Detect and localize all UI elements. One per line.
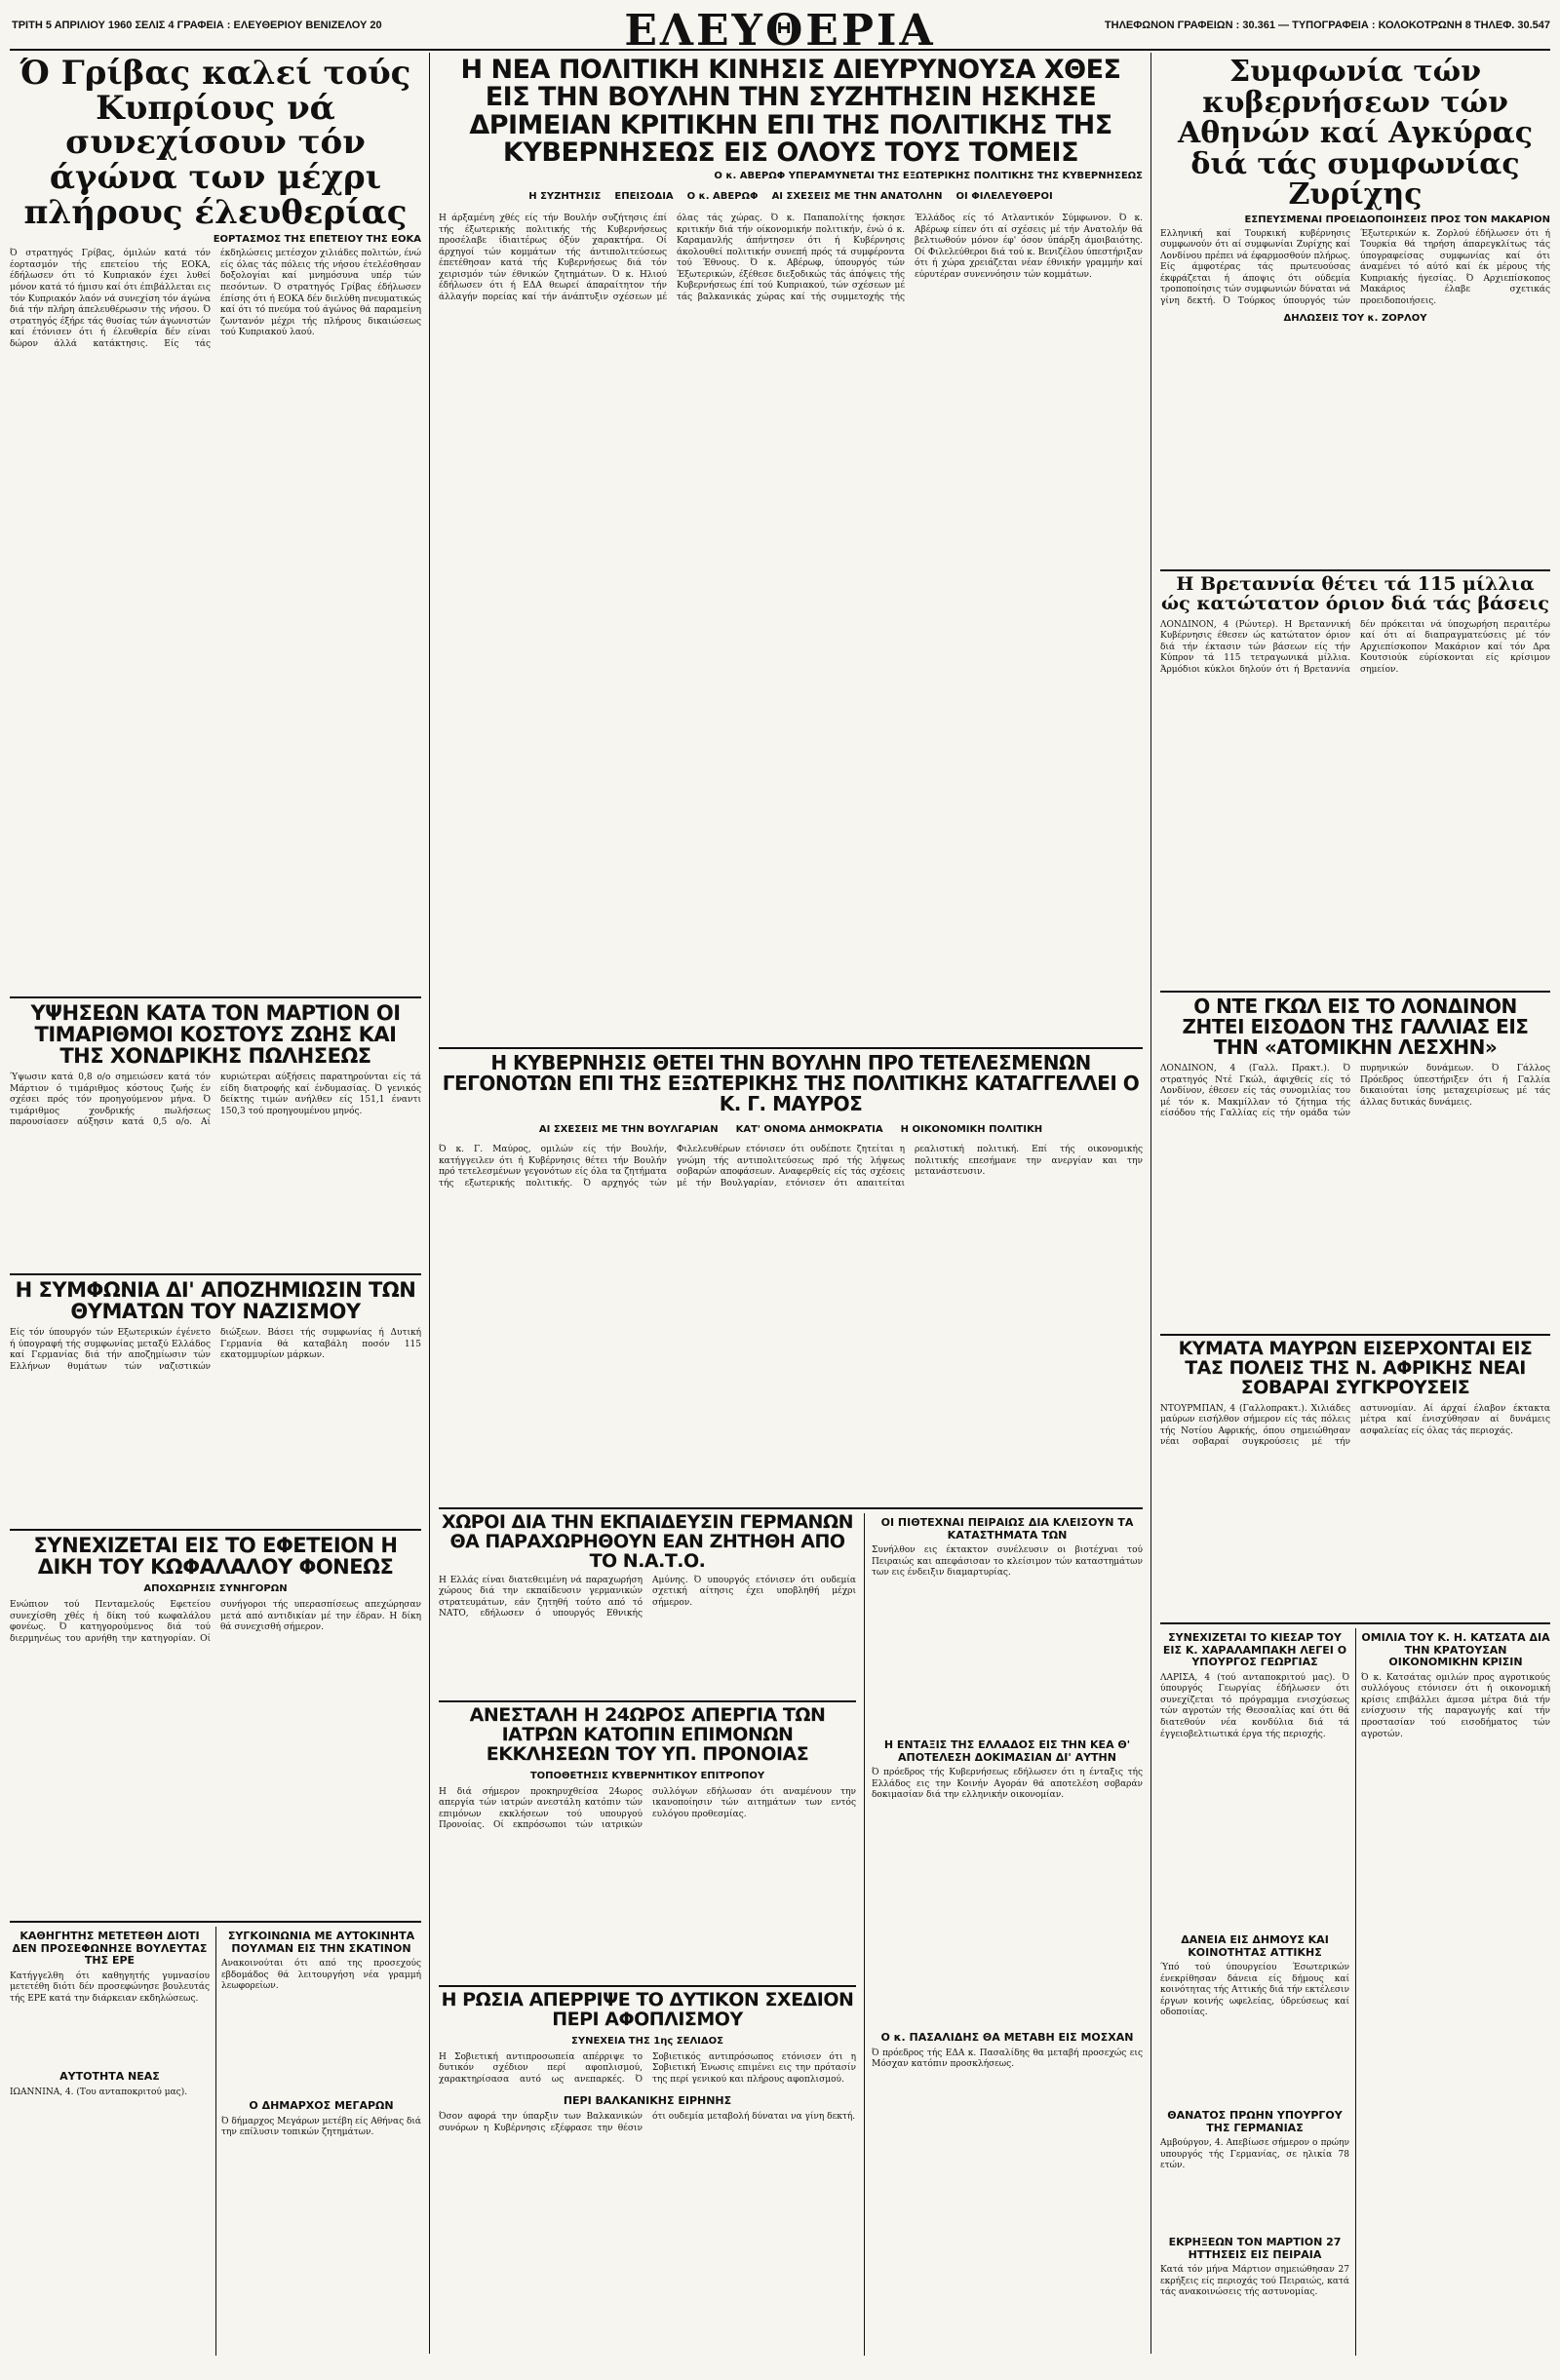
headline-africa: ΚΥΜΑΤΑ ΜΑΥΡΩΝ ΕΙΣΕΡΧΟΝΤΑΙ ΕΙΣ ΤΑΣ ΠΟΛΕΙΣ ΤΗΣ Ν. ΑΦΡΙΚΗΣ ΝΕΑΙ ΣΟΒΑΡΑΙ ΣΥΓΚΡΟΥΣΕΙΣ	[1178, 1340, 1533, 1398]
divider	[439, 1700, 856, 1702]
article-mavros	[439, 1053, 1143, 1502]
divider	[1160, 1622, 1550, 1624]
headline-autoteta: ΑΥΤΟΤΗΤΑ ΝΕΑΣ	[59, 2070, 160, 2083]
body-thanatos: Αμβούργον, 4. Απεβίωσε σήμερον ο πρώην υπουργός τής Γερμανίας, σε ηλικία 78 ετών.	[1160, 2138, 1349, 2171]
body-degaulle: ΛΟΝΔΙΝΟΝ, 4 (Γαλλ. Πρακτ.). Ό στρατηγός Ντέ Γκώλ, άφιχθείς είς τό Λονδίνον, έθεσεν είς τάς συνομιλίας του μέ τόν κ. Μακμίλλαν τό ζήτημα τής είσόδου τής Γαλλίας είς τήν ομάδα τών πυρηνικών δυνάμεων. Ό Γάλλος Πρόεδρος ύπεστήριξεν ότι ή Γαλλία δικαιούται ίσης μεταχειρίσεως μέ τάς άλλας δυτικάς δυνάμεις.	[1160, 1064, 1550, 1119]
body-africa: ΝΤΟΥΡΜΠΑΝ, 4 (Γαλλοπρακτ.). Χιλιάδες μαύρων εισήλθον σήμερον είς τάς πόλεις τής Νοτίου Αφρικής, όπου σημειώθησαν νέαι σοβαραί συγκρούσεις μέ τήν αστυνομίαν. Αί άρχαί έλαβον έκτακτα μέτρα καί ένισχύθησαν αί δυνάμεις ασφαλείας είς όλας τάς περιοχάς.	[1160, 1403, 1550, 1448]
headline-efeteion: ΣΥΝΕΧΙΖΕΤΑΙ ΕΙΣ ΤΟ ΕΦΕΤΕΙΟΝ Η ΔΙΚΗ ΤΟΥ ΚΩΦΑΛΑΛΟΥ ΦΟΝΕΩΣ	[33, 1535, 398, 1580]
divider	[1160, 1334, 1550, 1336]
section-label: Η ΣΥΖΗΤΗΣΙΣ	[528, 191, 602, 203]
article-daneia	[1160, 1931, 1349, 2096]
divider	[10, 1921, 421, 1923]
headline-thanatos: ΘΑΝΑΤΟΣ ΠΡΩΗΝ ΥΠΟΥΡΓΟΥ ΤΗΣ ΓΕΡΜΑΝΙΑΣ	[1167, 2109, 1343, 2134]
article-nazi	[10, 1279, 421, 1523]
subhead-politiki: Ο κ. ΑΒΕΡΩΦ ΥΠΕΡΑΜΥΝΕΤΑΙ ΤΗΣ ΕΞΩΤΕΡΙΚΗΣ ΠΟΛΙΤΙΚΗΣ ΤΗΣ ΚΥΒΕΡΝΗΣΕΩΣ	[714, 171, 1143, 182]
article-bases	[1160, 575, 1550, 985]
column-rule	[1355, 1628, 1356, 2356]
section-rosia: ΣΥΝΕΧΕΙΑ ΤΗΣ 1ης ΣΕΛΙΔΟΣ	[571, 2035, 723, 2047]
article-entaxis	[872, 1736, 1143, 2018]
article-zurich	[1160, 57, 1550, 564]
divider	[10, 1529, 421, 1531]
body-dimarhos: Ό δήμαρχος Μεγάρων μετέβη είς Αθήνας διά την επίλυσιν τοπικών ζητημάτων.	[221, 2116, 421, 2138]
headline-ekrixi: ΕΚΡΗΞΕΩΝ ΤΟΝ ΜΑΡΤΙΟΝ 27 ΗΤΤΗΣΕΙΣ ΕΙΣ ΠΕΙΡΑΙΑ	[1168, 2236, 1342, 2261]
section-label: ΕΠΕΙΣΟΔΙΑ	[614, 191, 674, 203]
headline-synkoinonia: ΣΥΓΚΟΙΝΩΝΙΑ ΜΕ ΑΥΤΟΚΙΝΗΤΑ ΠΟΥΛΜΑΝ ΕΙΣ ΤΗΝ ΣΚΑΤΙΝΟΝ	[227, 1930, 415, 1955]
body-bases: ΛΟΝΔΙΝΟΝ, 4 (Ρώυτερ). Η Βρεταννική Κυβέρνησις έθεσεν ώς κατώτατον όριον διά τήν έκτασιν τών βάσεων είς τήν Κύπρον τά 115 τετραγωνικά μίλλια. Άρμόδιοι κύκλοι δηλούν ότι ή Βρεταννία δέν πρόκειται νά ύποχωρήση περαιτέρω καί ότι αί διαπραγματεύσεις μέ τόν Αρχιεπίσκοπον Μακάριον καί τόν Δρα Κουτσιούκ εύρίσκονται είς κρίσιμον σημείον.	[1160, 619, 1550, 675]
article-efeteion	[10, 1535, 421, 1915]
article-kathigitis	[10, 1927, 210, 2053]
article-kieser	[1160, 1628, 1349, 1921]
body-peiraias: Συνήλθον εις έκτακτον συνέλευσιν οι βιοτέχναι τού Πειραιώς και απεφάσισαν το κλείσιμον τών καταστημάτων των εις ένδειξιν διαμαρτυρίας.	[872, 1545, 1143, 1579]
body-synkoinonia: Ανακοινούται ότι από της προσεχούς εβδομάδος θά λειτουργήση νέα γραμμή λεωφορείων.	[221, 1959, 421, 1992]
article-ypsosis	[10, 1002, 421, 1268]
body-ekrixi: Κατά τόν μήνα Μάρτιον σημειώθησαν 27 εκρήξεις είς περιοχάς τού Πειραιώς, κατά τάς ανακοινώσεις τής αστυνομίας.	[1160, 2265, 1349, 2298]
section-label: Η ΟΙΚΟΝΟΜΙΚΗ ΠΟΛΙΤΙΚΗ	[900, 1124, 1043, 1135]
column-rule	[215, 1927, 216, 2356]
headline-katsata: ΟΜΙΛΙΑ ΤΟΥ Κ. Η. ΚΑΤΣΑΤΑ ΔΙΑ ΤΗΝ ΚΡΑΤΟΥΣΑΝ ΟΙΚΟΝΟΜΙΚΗΝ ΚΡΙΣΙΝ	[1361, 1631, 1550, 1669]
headline-kathigitis: ΚΑΘΗΓΗΤΗΣ ΜΕΤΕΤΕΘΗ ΔΙΟΤΙ ΔΕΝ ΠΡΟΣΕΦΩΝΗΣΕ ΒΟΥΛΕΥΤΑΣ ΤΗΣ ΕΡΕ	[12, 1930, 208, 1968]
divider	[1160, 991, 1550, 993]
column-rule	[864, 1513, 865, 2356]
body-efeteion: Ενώπιον τού Πενταμελούς Εφετείου συνεχίσθη χθές ή δίκη τού κωφαλάλου φονέως. Ό κατηγορούμενος διά τού διερμηνέως του αρνήθη την κατηγορίαν. Οί συνήγοροι τής υπερασπίσεως απεχώρησαν μετά από αντιδικίαν μέ την έδραν. Η δίκη θά συνεχισθή σήμερον.	[10, 1600, 421, 1644]
body-kathigitis: Κατήγγελθη ότι καθηγητής γυμνασίου μετετέθη διότι δέν προσεφώνησε βουλευτάς τής ΕΡΕ κατά την διάρκειαν εκδηλώσεως.	[10, 1970, 210, 2004]
section-list	[439, 185, 1143, 208]
headline-nazi: Η ΣΥΜΦΩΝΙΑ ΔΙ' ΑΠΟΖΗΜΙΩΣΙΝ ΤΩΝ ΘΥΜΑΤΩΝ ΤΟΥ ΝΑΖΙΣΜΟΥ	[15, 1279, 416, 1324]
body-apergia: Η διά σήμερον προκηρυχθείσα 24ωρος απεργία τών ιατρών ανεστάλη κατόπιν τών επιμόνων εκκλήσεων τού υπουργού Προνοίας. Οί εκπρόσωποι τών ιατρικών συλλόγων εδήλωσαν ότι αναμένουν την ικανοποίησιν τών αιτημάτων των εντός ευλόγου προθεσμίας.	[439, 1786, 856, 1831]
article-autoteta	[10, 2067, 210, 2356]
section-label: ΟΙ ΦΙΛΕΛΕΥΘΕΡΟΙ	[956, 191, 1053, 203]
headline-pasalidis: Ο κ. ΠΑΣΑΛΙΔΗΣ ΘΑ ΜΕΤΑΒΗ ΕΙΣ ΜΟΣΧΑΝ	[880, 2031, 1134, 2044]
headline-dimarhos: Ο ΔΗΜΑΡΧΟΣ ΜΕΓΑΡΩΝ	[249, 2099, 394, 2112]
divider	[10, 1273, 421, 1275]
body-zurich: Ελληνική καί Τουρκική κυβέρνησις συμφωνούν ότι αί συμφωνίαι Ζυρίχης καί Λονδίνου πρέπει νά έφαρμοσθούν πλήρως. Είς άμφοτέρας τάς πρωτευούσας έκφράζεται ή άποψις ότι ούδεμία τροποποίησις τών συμφωνιών δύναται νά γίνη δεκτή. Ό Τούρκος ύπουργός τών Έξωτερικών κ. Ζορλού έδήλωσεν ότι ή Τουρκία θά τηρήση άπαρεγκλίτως τάς ύπογραφείσας συμφωνίας καί ότι άναμένει τό αύτό καί έκ μέρους τής Κυπριακής ήγεσίας. Ό Αρχιεπίσκοπος Μακάριος έλαβε σχετικάς προειδοποιήσεις.	[1160, 228, 1550, 306]
headline-bases: Η Βρεταννία θέτει τά 115 μίλλια ώς κατώτατον όριον διά τάς βάσεις	[1161, 575, 1549, 614]
headline-mavros: Η ΚΥΒΕΡΝΗΣΙΣ ΘΕΤΕΙ ΤΗΝ ΒΟΥΛΗΝ ΠΡΟ ΤΕΤΕΛΕΣΜΕΝΩΝ ΓΕΓΟΝΟΤΩΝ ΕΠΙ ΤΗΣ ΕΞΩΤΕΡΙΚΗΣ ΤΗΣ ΠΟΛΙΤΙΚΗΣ ΚΑΤΑΓΓΕΛΛΕΙ Ο Κ. Γ. ΜΑΥΡΟΣ	[442, 1053, 1140, 1115]
body-daneia: Ύπό τού ύπουργείου Έσωτερικών ένεκρίθησαν δάνεια είς δήμους καί κοινότητας τής Αττικής διά τήν εκτέλεσιν έργων κοινής ωφελείας, ύδρεύσεως καί οδοποιίας.	[1160, 1963, 1349, 2018]
divider	[439, 1507, 1143, 1509]
body-ypsosis: Ύψωσιν κατά 0,8 ο/ο σημειώσεν κατά τόν Μάρτιον ό τιμάριθμος κόστους ζωής έν σχέσει πρός τόν προηγούμενον μήνα. Ό τιμάριθμος χονδρικής πωλήσεως παρουσίασεν αύξησιν κατά 0,5 ο/ο. Αί κυριώτεραι αύξήσεις παρατηρούνται είς τά είδη διατροφής καί ένδυμασίας. Ό γενικός δείκτης τιμών ανήλθεν είς 151,1 έναντι 150,3 τού προηγουμένου μηνός.	[10, 1073, 421, 1128]
body-mavros: Ό κ. Γ. Μαύρος, ομιλών είς τήν Βουλήν, κατήγγειλεν ότι ή Κυβέρνησις θέτει τήν Βουλήν πρό τετελεσμένων γεγονότων είς όλα τα ζητήματα τής εξωτερικής πολιτικής. Ό αρχηγός τών Φιλελευθέρων ετόνισεν ότι ουδέποτε ζητείται η γνώμη τής αντιπολιτεύσεως πρό τής λήψεως σοβαρών αποφάσεων. Αναφερθείς είς τάς σχέσεις μέ τήν Βουλγαρίαν, ετόνισεν ότι απαιτείται ρεαλιστική πολιτική. Επί τής οικονομικής πολιτικής επεσήμανε την ανεργίαν και την μετανάστευσιν.	[439, 1145, 1143, 1189]
dateline: ΤΡΙΤΗ 5 ΑΠΡΙΛΙΟΥ 1960 ΣΕΛΙΣ 4 ΓΡΑΦΕΙΑ : ΕΛΕΥΘΕΡΙΟΥ ΒΕΝΙΖΕΛΟΥ 20	[12, 20, 382, 31]
section-efeteion: ΑΠΟΧΩΡΗΣΙΣ ΣΥΝΗΓΟΡΩΝ	[143, 1583, 288, 1595]
article-rosia	[439, 1991, 856, 2356]
article-apergia	[439, 1706, 856, 1979]
body-autoteta: ΙΩΑΝΝΙΝΑ, 4. (Του ανταποκριτού μας).	[10, 2087, 188, 2097]
section-label: ΚΑΤ' ΟΝΟΜΑ ΔΗΜΟΚΡΑΤΙΑ	[735, 1124, 883, 1135]
subhead-grivas: ΕΟΡΤΑΣΜΟΣ ΤΗΣ ΕΠΕΤΕΙΟΥ ΤΗΣ ΕΟΚΑ	[213, 234, 421, 246]
section-label: ΑΙ ΣΧΕΣΕΙΣ ΜΕ ΤΗΝ ΑΝΑΤΟΛΗΝ	[771, 191, 943, 203]
column-rule	[1150, 53, 1151, 2354]
headline-rosia: Η ΡΩΣΙΑ ΑΠΕΡΡΙΨΕ ΤΟ ΔΥΤΙΚΟΝ ΣΧΕΔΙΟΝ ΠΕΡΙ ΑΦΟΠΛΙΣΜΟΥ	[441, 1991, 854, 2030]
section-list	[439, 1118, 1143, 1141]
body-nazi: Είς τόν ύπουργόν τών Εξωτερικών έγένετο ή ύπογραφή τής συμφωνίας μεταξύ Ελλάδος καί Γερμανίας διά τήν αποζημίωσιν τών Ελλήνων θυμάτων τών ναζιστικών διώξεων. Βάσει τής συμφωνίας ή Δυτική Γερμανία θά καταβάλη ποσόν 115 εκατομμυρίων μάρκων.	[10, 1328, 421, 1372]
headline-zurich: Συμφωνία τών κυβερνήσεων τών Αθηνών καί Αγκύρας διά τάς συμφωνίας Ζυρίχης	[1178, 57, 1533, 212]
headline-grivas: Ό Γρίβας καλεί τούς Κυπρίους νά συνεχίσουν τόν άγώνα των μέχρι πλήρους έλευθερίας	[20, 57, 411, 232]
headline-daneia: ΔΑΝΕΙΑ ΕΙΣ ΔΗΜΟΥΣ ΚΑΙ ΚΟΙΝΟΤΗΤΑΣ ΑΤΤΙΚΗΣ	[1181, 1933, 1329, 1959]
article-pasalidis	[872, 2028, 1143, 2356]
article-germanoi	[439, 1513, 856, 1695]
body-katsata: Ό κ. Κατσάτας ομιλών προς αγροτικούς συλλόγους ετόνισεν ότι ή οικονομική κρίσις επιβάλλει άμεσα μέτρα διά τήν ενίσχυσιν τής παραγωγής καί τήν προστασίαν τού εισοδήματος τών αγροτών.	[1361, 1672, 1550, 1739]
divider	[439, 1047, 1143, 1049]
headline-apergia: ΑΝΕΣΤΑΛΗ Η 24ΩΡΟΣ ΑΠΕΡΓΙΑ ΤΩΝ ΙΑΤΡΩΝ ΚΑΤΟΠΙΝ ΕΠΙΜΟΝΩΝ ΕΚΚΛΗΣΕΩΝ ΤΟΥ ΥΠ. ΠΡΟΝΟΙΑΣ	[469, 1706, 826, 1765]
article-synkoinonia	[221, 1927, 421, 2083]
article-peiraias	[872, 1513, 1143, 1728]
article-grivas	[10, 57, 421, 991]
section-zurich: ΔΗΛΩΣΕΙΣ ΤΟΥ κ. ΖΟΡΛΟΥ	[1283, 313, 1427, 325]
body-eirini: Όσον αφορά την ύπαρξιν των Βαλκανικών συνόρων η Κυβέρνησις εξέφρασε την θέσιν ότι ουδεμία μεταβολή δύναται να γίνη δεκτή.	[439, 2112, 856, 2133]
article-degaulle	[1160, 996, 1550, 1328]
article-katsata	[1361, 1628, 1550, 2356]
newspaper-page	[10, 6, 1550, 2360]
column-rule	[429, 53, 430, 2354]
article-dimarhos	[221, 2096, 421, 2356]
body-kieser: ΛΑΡΙΣΑ, 4 (τού ανταποκριτού μας). Ό ύπουργός Γεωργίας έδήλωσεν ότι συνεχίζεται τό πρόγραμμα ενισχύσεως τών αγροτών τής Θεσσαλίας καί ότι θά διατεθούν νέα κονδύλια διά τά έγγειοβελτιωτικά έργα τής περιοχής.	[1160, 1672, 1349, 1739]
article-africa	[1160, 1340, 1550, 1617]
body-politiki: Η άρξαμένη χθές είς τήν Βουλήν συζήτησις έπί τής έξωτερικής πολιτικής τής Κυβερνήσεως προσέλαβε ίδιαιτέρως όξύν χαρακτήρα. Οί άρχηγοί τών κομμάτων τής άντιπολιτεύσεως έπετέθησαν κατά τής Κυβερνήσεως διά τόν χειρισμόν τών έθνικών ζητημάτων. Ό κ. Ηλιού έδήλωσεν ότι ή ΕΔΑ θεωρεί άπαραίτητον τήν άλλαγήν πορείας καί τήν άνάπτυξιν σχέσεων μέ όλας τάς χώρας. Ό κ. Παπαπολίτης ήσκησε κριτικήν διά τήν οίκονομικήν πολιτικήν, ένώ ό κ. Καραμανλής άπήντησεν ότι ή Κυβέρνησις άκολουθεί πολιτικήν συνεπή πρός τά συμφέροντα τού Έθνους. Ό κ. Αβέρωφ, ύπουργός τών Έξωτερικών, έξέθεσε διεξοδικώς τάς άπόψεις τής Κυβερνήσεως έπί τού Κυπριακού, τών σχέσεων μέ τάς βαλκανικάς χώρας καί τής συμμετοχής τής Έλλάδος είς τό Ατλαντικόν Σύμφωνον. Ό κ. Αβέρωφ είπεν ότι αί σχέσεις μέ τήν Ανατολήν θά βελτιωθούν μόνον έφ' όσον ύπάρξη άμοιβαιότης. Οί Φιλελεύθεροι διά τού κ. Βενιζέλου ύπεστήριξαν ότι ή χώρα χρειάζεται νέαν έθνικήν γραμμήν καί εύρυτέραν συνεννόησιν τών κομμάτων.	[439, 214, 1143, 302]
headline-germanoi: ΧΩΡΟΙ ΔΙΑ ΤΗΝ ΕΚΠΑΙΔΕΥΣΙΝ ΓΕΡΜΑΝΩΝ ΘΑ ΠΑΡΑΧΩΡΗΘΟΥΝ ΕΑΝ ΖΗΤΗΘΗ ΑΠΟ ΤΟ Ν.Α.Τ.Ο.	[442, 1513, 853, 1572]
divider	[439, 1985, 856, 1987]
article-ekrixi	[1160, 2233, 1349, 2356]
article-thanatos	[1160, 2106, 1349, 2223]
phone-line: ΤΗΛΕΦΩΝΟΝ ΓΡΑΦΕΙΩΝ : 30.361 — ΤΥΠΟΓΡΑΦΕΙΑ : ΚΟΛΟΚΟΤΡΩΝΗ 8 ΤΗΛΕΦ. 30.547	[1104, 20, 1550, 31]
body-germanoi: Η Ελλάς είναι διατεθειμένη νά παραχωρήση χώρους διά την εκπαίδευσιν γερμανικών στρατευμάτων, εάν ζητηθή τούτο από τό ΝΑΤΟ, εδήλωσεν ό υπουργός Εθνικής Αμύνης. Ό υπουργός ετόνισεν ότι ουδεμία σχετική αίτησις έχει υποβληθή μέχρι σήμερον.	[439, 1575, 856, 1619]
divider	[1160, 569, 1550, 571]
divider	[10, 996, 421, 998]
headline-ypsosis: ΥΨΗΣΕΩΝ ΚΑΤΑ ΤΟΝ ΜΑΡΤΙΟΝ ΟΙ ΤΙΜΑΡΙΘΜΟΙ ΚΟΣΤΟΥΣ ΖΩΗΣ ΚΑΙ ΤΗΣ ΧΟΝΔΡΙΚΗΣ ΠΩΛΗΣΕΩΣ	[30, 1002, 401, 1069]
headline-kieser: ΣΥΝΕΧΙΖΕΤΑΙ ΤΟ ΚΙΕΣΑΡ ΤΟΥ ΕΙΣ Κ. ΧΑΡΑΛΑΜΠΑΚΗ ΛΕΓΕΙ Ο ΥΠΟΥΡΓΟΣ ΓΕΩΡΓΙΑΣ	[1162, 1631, 1347, 1669]
headline-eirini: ΠΕΡΙ ΒΑΛΚΑΝΙΚΗΣ ΕΙΡΗΝΗΣ	[563, 2094, 732, 2108]
masthead: ΕΛΕΥΘΕΡΙΑ	[624, 6, 936, 56]
body-grivas: Ό στρατηγός Γρίβας, όμιλών κατά τόν έορτασμόν τής επετείου τής ΕΟΚΑ, έδήλωσεν ότι τό Κυπριακόν έχει λυθεί μόνον κατά τό ήμισυ καί ότι έπιβάλλεται εις τόν Κυπριακόν λαόν νά συνεχίση τόν άγώνα διά τήν πλήρη άπελευθέρωσιν τής νήσου. Ό στρατηγός έξήρε τάς θυσίας τών άγωνιστών καί έτόνισεν ότι ή έλευθερία δέν είναι δώρον άλλά κατάκτησις. Είς τάς έκδηλώσεις μετέσχον χιλιάδες πολιτών, ένώ είς όλας τάς πόλεις τής νήσου έτελέσθησαν δοξολογίαι καί μνημόσυνα υπέρ τών πεσόντων. Ό στρατηγός Γρίβας έδήλωσεν έπίσης ότι ή ΕΟΚΑ δέν διελύθη πνευματικώς καί ότι τό πνεύμα τού άγώνος θά παραμείνη ζωντανόν μέχρι τής πλήρους δικαιώσεως τού Κυπριακού λαού.	[10, 249, 421, 349]
subhead-zurich: ΕΣΠΕΥΣΜΕΝΑΙ ΠΡΟΕΙΔΟΠΟΙΗΣΕΙΣ ΠΡΟΣ ΤΟΝ ΜΑΚΑΡΙΟΝ	[1244, 214, 1550, 225]
headline-entaxis: Η ΕΝΤΑΞΙΣ ΤΗΣ ΕΛΛΑΔΟΣ ΕΙΣ ΤΗΝ ΚΕΑ Θ' ΑΠΟΤΕΛΕΣΗ ΔΟΚΙΜΑΣΙΑΝ ΔΙ' ΑΥΤΗΝ	[883, 1738, 1131, 1764]
body-rosia: Η Σοβιετική αντιπροσωπεία απέρριψε το δυτικόν σχέδιον περί αφοπλισμού, χαρακτηρίσασα αυτό ως ανεπαρκές. Ό Σοβιετικός αντιπρόσωπος ετόνισεν ότι η Σοβιετική Ένωσις επιμένει εις την πρότασίν της περί γενικού και πλήρους αφοπλισμού.	[439, 2051, 856, 2085]
section-apergia: ΤΟΠΟΘΕΤΗΣΙΣ ΚΥΒΕΡΝΗΤΙΚΟΥ ΕΠΙΤΡΟΠΟΥ	[529, 1770, 765, 1781]
section-label: Ο κ. ΑΒΕΡΩΦ	[686, 191, 759, 203]
headline-peiraias: ΟΙ ΠΙΘΤΕΧΝΑΙ ΠΕΙΡΑΙΩΣ ΔΙΑ ΚΛΕΙΣΟΥΝ ΤΑ ΚΑΤΑΣΤΗΜΑΤΑ ΤΩΝ	[880, 1516, 1134, 1541]
body-pasalidis: Ό πρόεδρος τής ΕΔΑ κ. Πασαλίδης θα μεταβή προσεχώς εις Μόσχαν κατόπιν προσκλήσεως.	[872, 2048, 1143, 2070]
section-label: ΑΙ ΣΧΕΣΕΙΣ ΜΕ ΤΗΝ ΒΟΥΛΓΑΡΙΑΝ	[538, 1124, 719, 1135]
article-politiki	[439, 57, 1143, 1041]
body-entaxis: Ό πρόεδρος τής Κυβερνήσεως εδήλωσεν ότι η ένταξις τής Ελλάδος εις την Κοινήν Αγοράν θά αποτελέση σοβαράν δοκιμασίαν διά την ελληνικήν οικονομίαν.	[872, 1768, 1143, 1801]
headline-degaulle: Ο ΝΤΕ ΓΚΩΛ ΕΙΣ ΤΟ ΛΟΝΔΙΝΟΝ ΖΗΤΕΙ ΕΙΣΟΔΟΝ ΤΗΣ ΓΑΛΛΙΑΣ ΕΙΣ ΤΗΝ «ΑΤΟΜΙΚΗΝ ΛΕΣΧΗΝ»	[1182, 996, 1529, 1059]
headline-politiki: Η ΝΕΑ ΠΟΛΙΤΙΚΗ ΚΙΝΗΣΙΣ ΔΙΕΥΡΥΝΟΥΣΑ ΧΘΕΣ ΕΙΣ ΤΗΝ ΒΟΥΛΗΝ ΤΗΝ ΣΥΖΗΤΗΣΙΝ ΗΣΚΗΣΕ ΔΡΙΜΕΙΑΝ ΚΡΙΤΙΚΗΝ ΕΠΙ ΤΗΣ ΠΟΛΙΤΙΚΗΣ ΤΗΣ ΚΥΒΕΡΝΗΣΕΩΣ ΕΙΣ ΟΛΟΥΣ ΤΟΥΣ ΤΟΜΕΙΣ	[460, 57, 1121, 169]
